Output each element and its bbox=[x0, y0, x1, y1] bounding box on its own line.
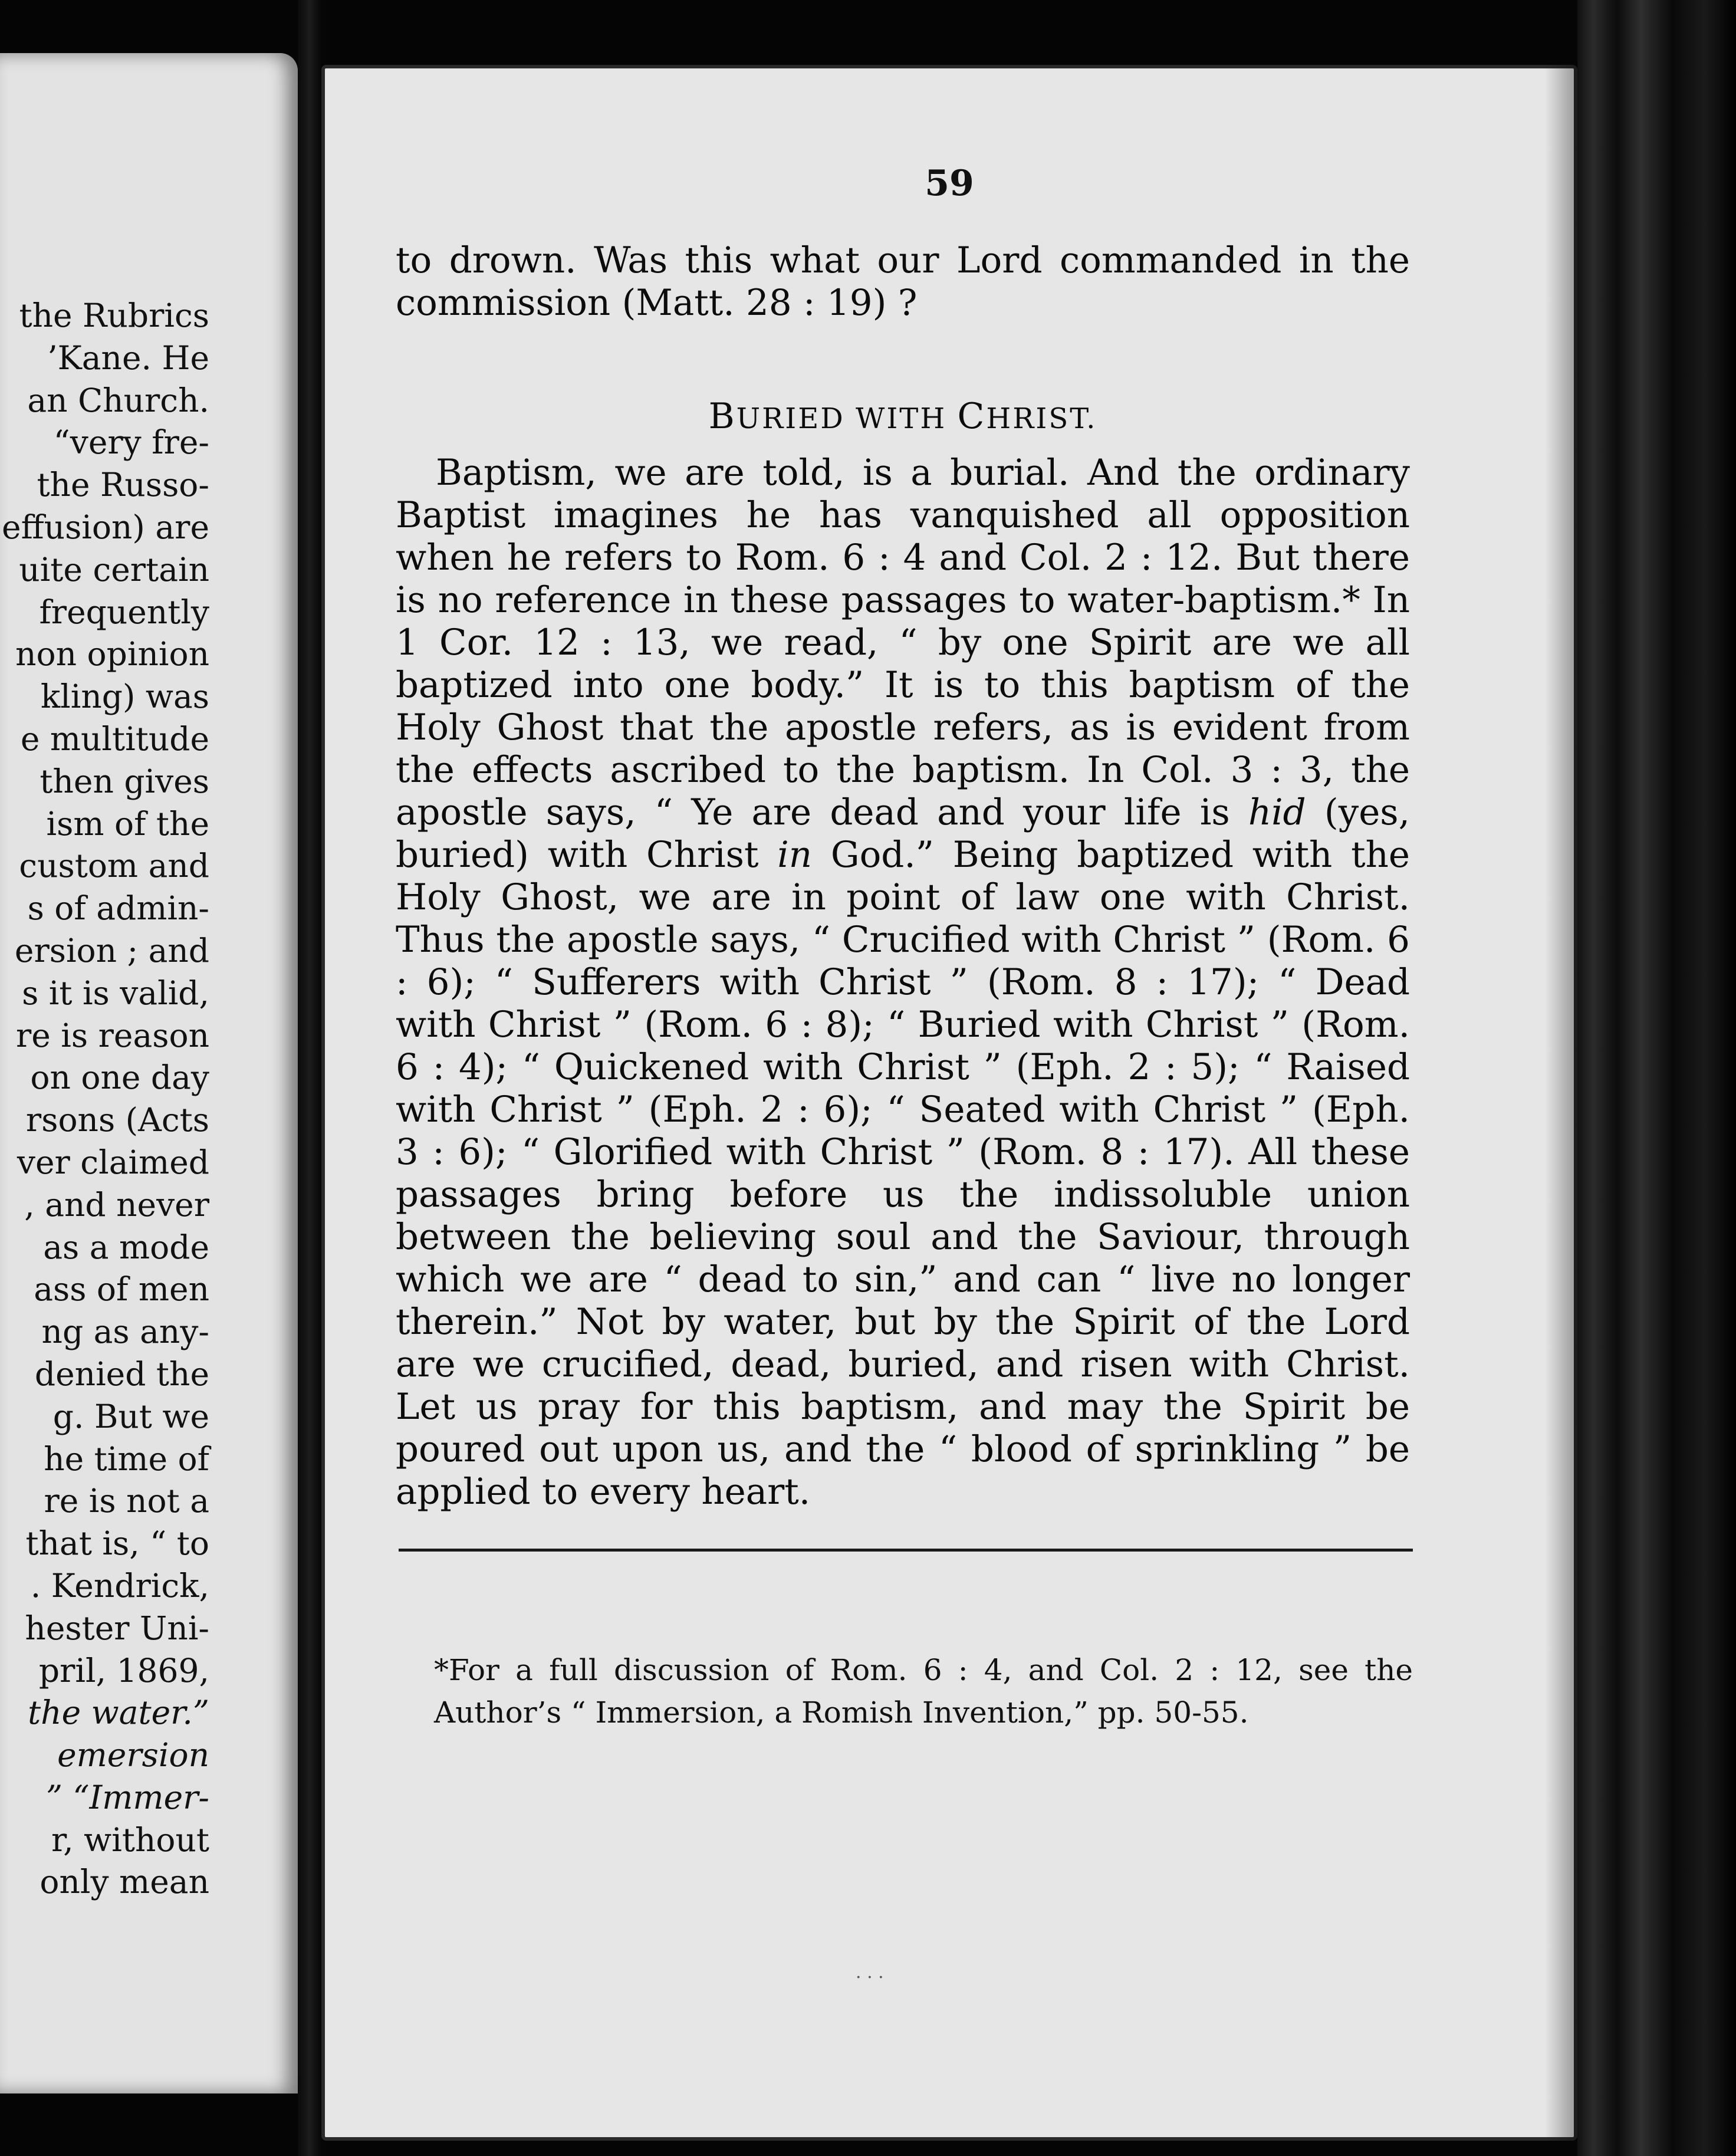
heading-initial-c: C bbox=[957, 396, 987, 437]
left-page-line: ersion ; and bbox=[14, 931, 209, 969]
main-paragraph bbox=[396, 452, 1410, 1513]
left-page-line: uite certain bbox=[19, 550, 209, 589]
left-page-line: g. But we bbox=[52, 1397, 209, 1435]
footnote bbox=[399, 1649, 1413, 1734]
left-page-line: custom and bbox=[19, 847, 209, 885]
book-gutter bbox=[298, 0, 321, 2156]
opening-paragraph: to drown. Was this what our Lord commanded in the commission (Matt. 28 : 19) ? bbox=[396, 239, 1410, 324]
page-specks: · · · bbox=[856, 1967, 884, 1988]
left-page-line: denied the bbox=[34, 1355, 209, 1393]
left-page-line: pril, 1869, bbox=[38, 1651, 209, 1690]
left-page-line: kling) was bbox=[40, 678, 209, 716]
main-paragraph-part-a: Baptism, we are told, is a burial. And the ordinary Baptist imagines he has vanquished all opposition when he refers to Rom. 6 : 4 and Col. 2 : 12. But there is no reference in these passages to water-baptism.* In 1 Cor. 12 : 13, we read, “ by one Spirit are we all baptized into one body.” It is to this baptism of the Holy Ghost that the apostle refers, as is evident from the effects ascribed to the baptism. In Col. 3 : 3, the apostle says, “ Ye are dead and your life is bbox=[396, 452, 1410, 833]
section-heading bbox=[396, 395, 1410, 440]
left-page-line: the water.” bbox=[28, 1694, 209, 1732]
left-page-line: effusion) are bbox=[2, 508, 209, 546]
left-page-line: then gives bbox=[40, 762, 209, 800]
emphasis-hid: hid bbox=[1248, 791, 1306, 833]
main-paragraph-part-b: (yes, buried) with Christ bbox=[396, 791, 1410, 876]
left-page-line: only mean bbox=[40, 1863, 209, 1901]
heading-part-1: URIED WITH bbox=[736, 402, 958, 435]
left-page-line: the Rubrics bbox=[19, 297, 209, 334]
left-page-line: rsons (Acts bbox=[25, 1101, 209, 1139]
left-page-line: “very fre- bbox=[53, 423, 209, 462]
left-page-line: ism of the bbox=[46, 804, 209, 843]
heading-initial-b: B bbox=[708, 396, 737, 437]
left-page-line: e multitude bbox=[20, 719, 209, 758]
left-page-line: ” “Immer- bbox=[45, 1778, 209, 1816]
left-page-line: ver claimed bbox=[17, 1143, 209, 1181]
body-text bbox=[396, 239, 1410, 1513]
book-edge bbox=[1577, 0, 1736, 2156]
page-59 bbox=[321, 65, 1577, 2141]
left-page-line: re is not a bbox=[44, 1482, 209, 1520]
page-number: 59 bbox=[925, 163, 974, 204]
main-paragraph-part-c: God.” Being baptized with the Holy Ghost, we are in point of law one with Christ. Thus the apostle says, “ Crucified with Christ ” (Rom. 6 : 6); “ Sufferers with Christ ” (Rom. 8 : 17); “ Dead with Christ ” (Rom. 6 : 8); “ Buried with Christ ” (Rom. 6 : 4); “ Quickened with Christ ” (Eph. 2 : 5); “ Raised with Christ ” (Eph. 2 : 6); “ Seated with Christ ” (Eph. 3 : 6); “ Glorified with Christ ” (Rom. 8 : 17). All these passages bring before us the indissoluble union between the believing soul and the Saviour, through which we are “ dead to sin,” and can “ live no longer therein.” Not by water, but by the Spirit of the Lord are we crucified, dead, buried, and risen with Christ. Let us pray for this baptism, and may the Spirit be poured out upon us, and the “ blood of sprinkling ” be applied to every heart. bbox=[396, 834, 1410, 1513]
left-page-line: hester Uni- bbox=[25, 1609, 209, 1647]
page-edge-shadow bbox=[1545, 65, 1577, 2141]
left-page-line: ass of men bbox=[34, 1270, 209, 1309]
left-page-line: as a mode bbox=[43, 1228, 209, 1266]
left-page-line: s of admin- bbox=[27, 889, 209, 928]
left-page-line: r, without bbox=[51, 1820, 209, 1859]
left-page-text bbox=[0, 295, 209, 1904]
left-page-line: ’Kane. He bbox=[47, 338, 209, 377]
left-page-line: re is reason bbox=[15, 1016, 209, 1054]
footnote-rule bbox=[399, 1549, 1413, 1552]
left-page-line: ng as any- bbox=[41, 1313, 209, 1351]
heading-part-2: HRIST. bbox=[986, 402, 1097, 435]
left-page-line: on one day bbox=[30, 1059, 209, 1097]
left-page-line: the Russo- bbox=[37, 466, 209, 504]
left-page-line: an Church. bbox=[27, 381, 209, 419]
left-page-line: he time of bbox=[44, 1439, 209, 1478]
footnote-text: *For a full discussion of Rom. 6 : 4, and Col. 2 : 12, see the Author’s “ Immersion, a Romish Invention,” pp. 50-55. bbox=[434, 1653, 1413, 1730]
left-page-line: that is, “ to bbox=[25, 1524, 209, 1563]
left-page-line: . Kendrick, bbox=[30, 1566, 209, 1605]
emphasis-in: in bbox=[777, 834, 813, 876]
left-page-line: non opinion bbox=[15, 635, 209, 673]
left-facing-page bbox=[0, 53, 298, 2093]
left-page-line: frequently bbox=[39, 593, 209, 631]
left-page-line: emersion bbox=[57, 1736, 209, 1774]
left-page-line: s it is valid, bbox=[22, 974, 209, 1012]
left-page-line: , and never bbox=[24, 1185, 209, 1224]
